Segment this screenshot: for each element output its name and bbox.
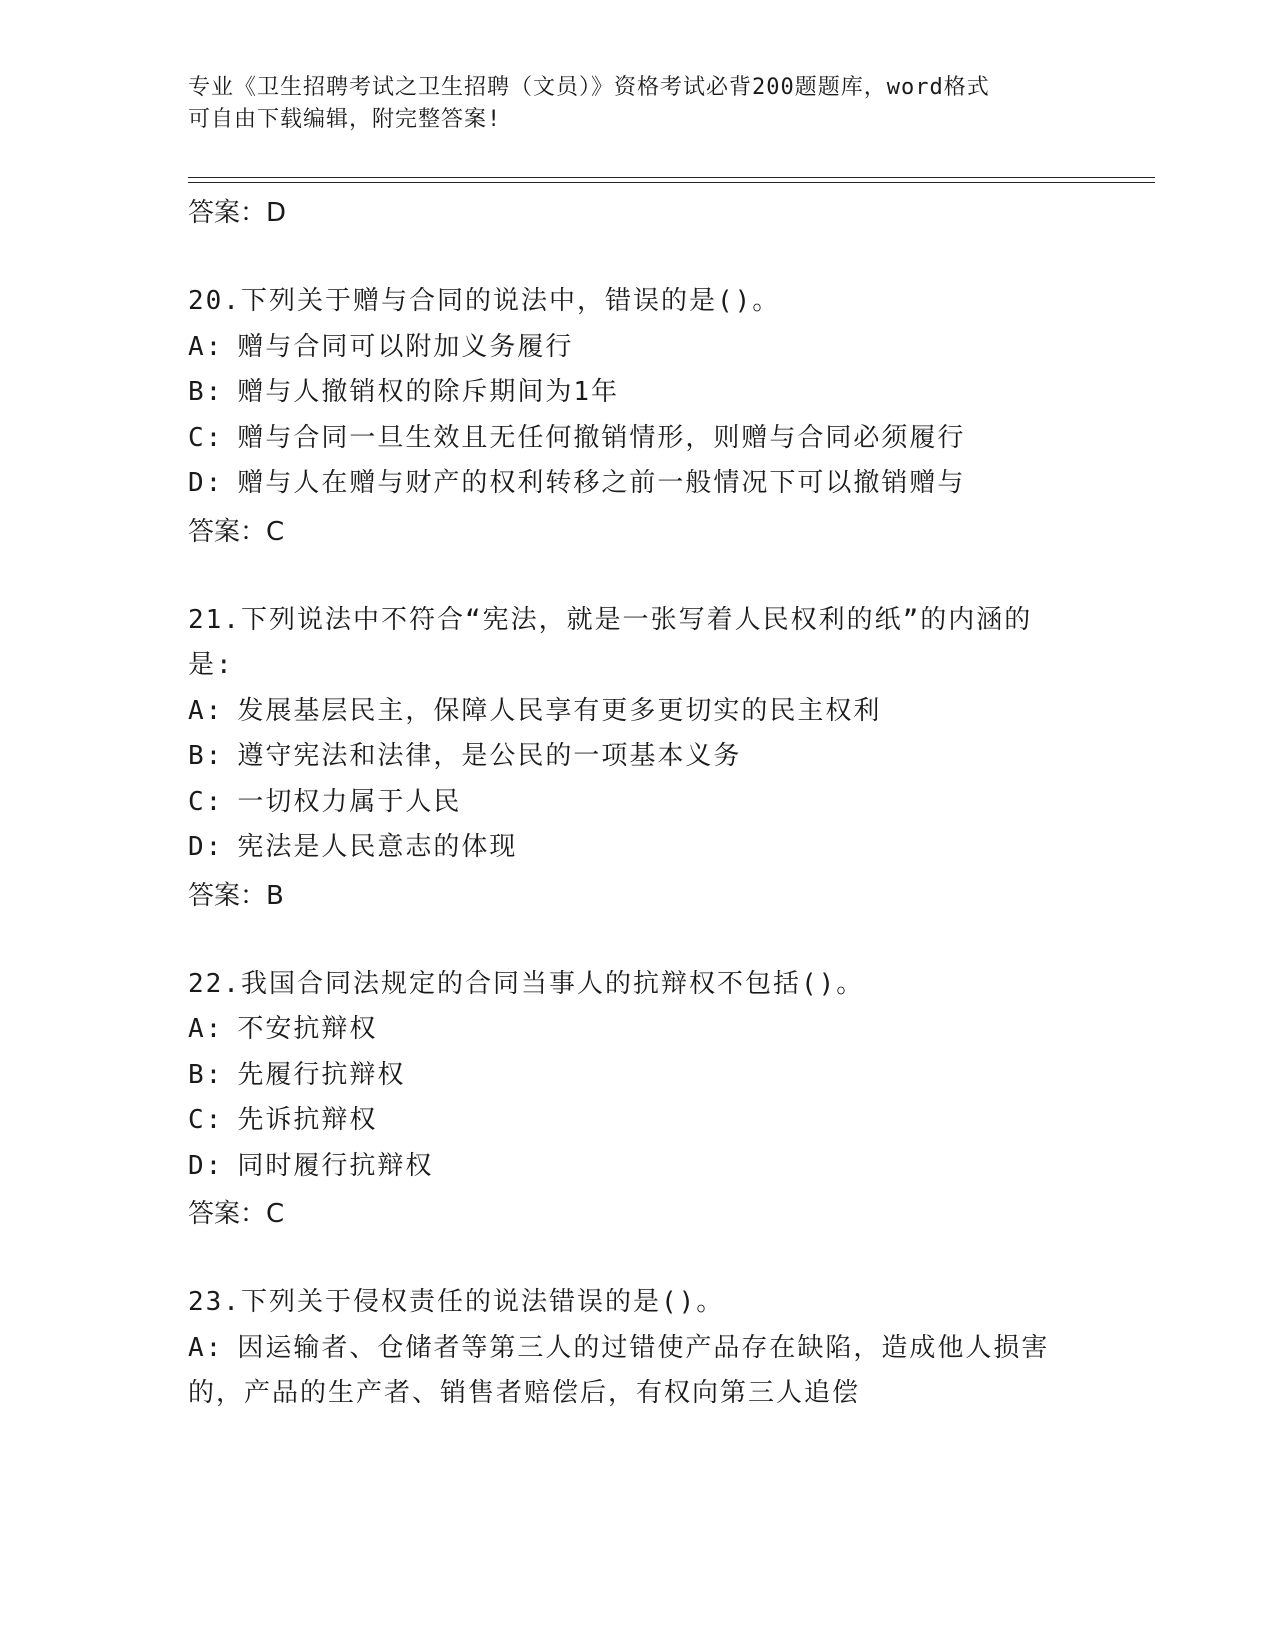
question-text: 21.下列说法中不符合“宪法，就是一张写着人民权利的纸”的内涵的	[188, 604, 1033, 635]
question-23	[188, 1280, 1088, 1417]
question-text: 20.下列关于赠与合同的说法中，错误的是()。	[188, 286, 781, 316]
header-line-2: 可自由下载编辑，附完整答案!	[188, 107, 502, 132]
answer-line: 答案：C	[188, 1199, 285, 1229]
header-divider-bottom	[188, 182, 1155, 183]
option-b: B: 赠与人撤销权的除斥期间为1年	[188, 377, 619, 407]
option-a: A: 因运输者、仓储者等第三人的过错使产品存在缺陷，造成他人损害	[188, 1332, 1050, 1363]
option-a: A: 赠与合同可以附加义务履行	[188, 331, 574, 362]
header-line-1: 专业《卫生招聘考试之卫生招聘（文员）》资格考试必背200题题库，word格式	[188, 75, 990, 100]
answer-line: 答案：C	[188, 516, 285, 547]
option-c: C: 先诉抗辩权	[188, 1105, 378, 1135]
question-text: 23.下列关于侵权责任的说法错误的是()。	[188, 1287, 725, 1317]
header-divider-top	[188, 177, 1155, 178]
option-a: A: 发展基层民主，保障人民享有更多更切实的民主权利	[188, 695, 882, 726]
document-header	[188, 72, 1068, 136]
question-list	[188, 188, 1088, 1417]
option-d: D: 宪法是人民意志的体现	[188, 832, 518, 862]
option-c: C: 一切权力属于人民	[188, 786, 462, 817]
question-21	[188, 598, 1088, 921]
answer-line: 答案：D	[188, 198, 287, 228]
option-a-continued: 的，产品的生产者、销售者赔偿后，有权向第三人追偿	[188, 1378, 861, 1408]
question-text: 22.我国合同法规定的合同当事人的抗辩权不包括()。	[188, 968, 865, 999]
option-b: B: 先履行抗辩权	[188, 1059, 406, 1090]
answer-line: 答案：B	[188, 880, 284, 911]
option-d: D: 赠与人在赠与财产的权利转移之前一般情况下可以撤销赠与	[188, 468, 966, 498]
question-20	[188, 279, 1088, 557]
question-22	[188, 962, 1088, 1240]
question-text-continued: 是:	[188, 650, 234, 680]
option-b: B: 遵守宪法和法律，是公民的一项基本义务	[188, 741, 742, 771]
option-d: D: 同时履行抗辩权	[188, 1150, 434, 1181]
option-a: A: 不安抗辩权	[188, 1014, 378, 1044]
option-c: C: 赠与合同一旦生效且无任何撤销情形，则赠与合同必须履行	[188, 422, 966, 453]
